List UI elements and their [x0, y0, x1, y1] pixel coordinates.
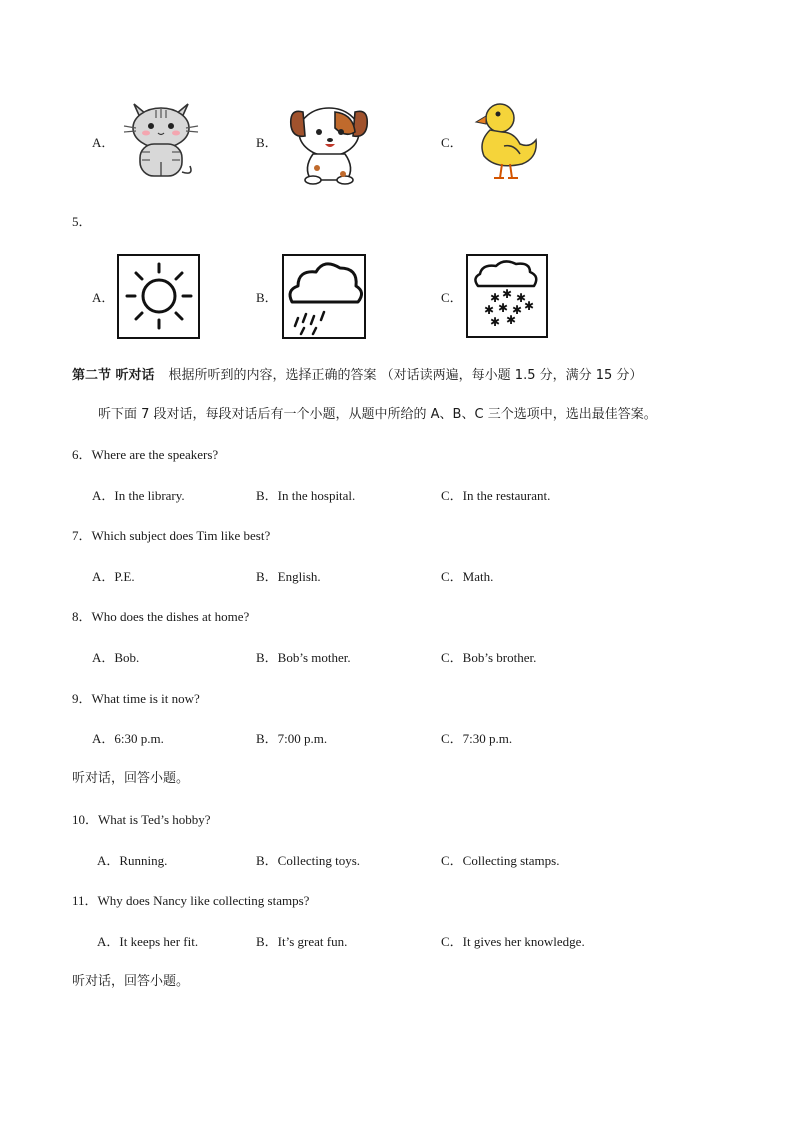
svg-text:✱: ✱ [484, 303, 495, 317]
q5-number: 5． [72, 214, 92, 229]
question-stem: 6．Where are the speakers? [72, 447, 219, 462]
option-c: C．7:30 p.m. [441, 731, 513, 746]
option-a: A．It keeps her fit. [97, 934, 199, 949]
section-title: 第二节 听对话 [72, 368, 155, 383]
q5-option-a-letter: A． [92, 290, 115, 305]
option-c: C．In the restaurant. [441, 488, 551, 503]
svg-text:✱: ✱ [490, 315, 501, 329]
question-stem: 10．What is Ted’s hobby? [72, 812, 211, 827]
q4-option-c-letter: C． [441, 135, 463, 150]
duck-icon [474, 98, 544, 184]
q4-option-a-letter: A． [92, 135, 115, 150]
question-stem: 9．What time is it now? [72, 691, 200, 706]
option-c: C．It gives her knowledge. [441, 934, 585, 949]
option-a: A．In the library. [92, 488, 185, 503]
option-b: B．In the hospital. [256, 488, 356, 503]
svg-text:✱: ✱ [498, 301, 509, 315]
cat-icon [120, 96, 202, 184]
question-stem: 11．Why does Nancy like collecting stamps? [72, 893, 310, 908]
option-c: C．Bob’s brother. [441, 650, 537, 665]
svg-text:✱: ✱ [502, 287, 513, 301]
sun-icon [119, 256, 198, 337]
snow-cloud-icon [468, 256, 546, 336]
option-a: A．6:30 p.m. [92, 731, 164, 746]
option-a: A．Running. [97, 853, 168, 868]
svg-text:✱: ✱ [490, 291, 501, 305]
section-instruction: 根据所听到的内容，选择正确的答案 （对话读两遍，每小题 1.5 分，满分 15 分） [168, 368, 643, 383]
option-b: B．7:00 p.m. [256, 731, 328, 746]
svg-text:✱: ✱ [524, 299, 535, 313]
dog-icon [285, 98, 373, 186]
question-stem: 7．Which subject does Tim like best? [72, 528, 271, 543]
q4-option-b-letter: B． [256, 135, 278, 150]
option-a: A．P.E. [92, 569, 135, 584]
section-directions: 听下面 7 段对话，每段对话后有一个小题，从题中所给的 A、B、C 三个选项中，选出最佳答案。 [98, 407, 657, 422]
q5-option-c-box [466, 254, 548, 338]
option-b: B．It’s great fun. [256, 934, 348, 949]
svg-text:✱: ✱ [516, 291, 527, 305]
option-b: B．English. [256, 569, 321, 584]
q5-option-c-letter: C． [441, 290, 463, 305]
listen-prompt: 听对话，回答小题。 [72, 974, 190, 989]
question-stem: 8．Who does the dishes at home? [72, 609, 250, 624]
option-c: C．Collecting stamps. [441, 853, 560, 868]
option-b: B．Bob’s mother. [256, 650, 351, 665]
q5-option-a-box [117, 254, 200, 339]
svg-text:✱: ✱ [506, 313, 517, 327]
rain-cloud-icon [284, 256, 364, 337]
svg-text:✱: ✱ [512, 303, 523, 317]
q5-option-b-box [282, 254, 366, 339]
option-a: A．Bob. [92, 650, 140, 665]
option-b: B．Collecting toys. [256, 853, 361, 868]
section-2-header [72, 366, 642, 384]
option-c: C．Math. [441, 569, 494, 584]
q5-option-b-letter: B． [256, 290, 278, 305]
listen-prompt: 听对话，回答小题。 [72, 771, 190, 786]
